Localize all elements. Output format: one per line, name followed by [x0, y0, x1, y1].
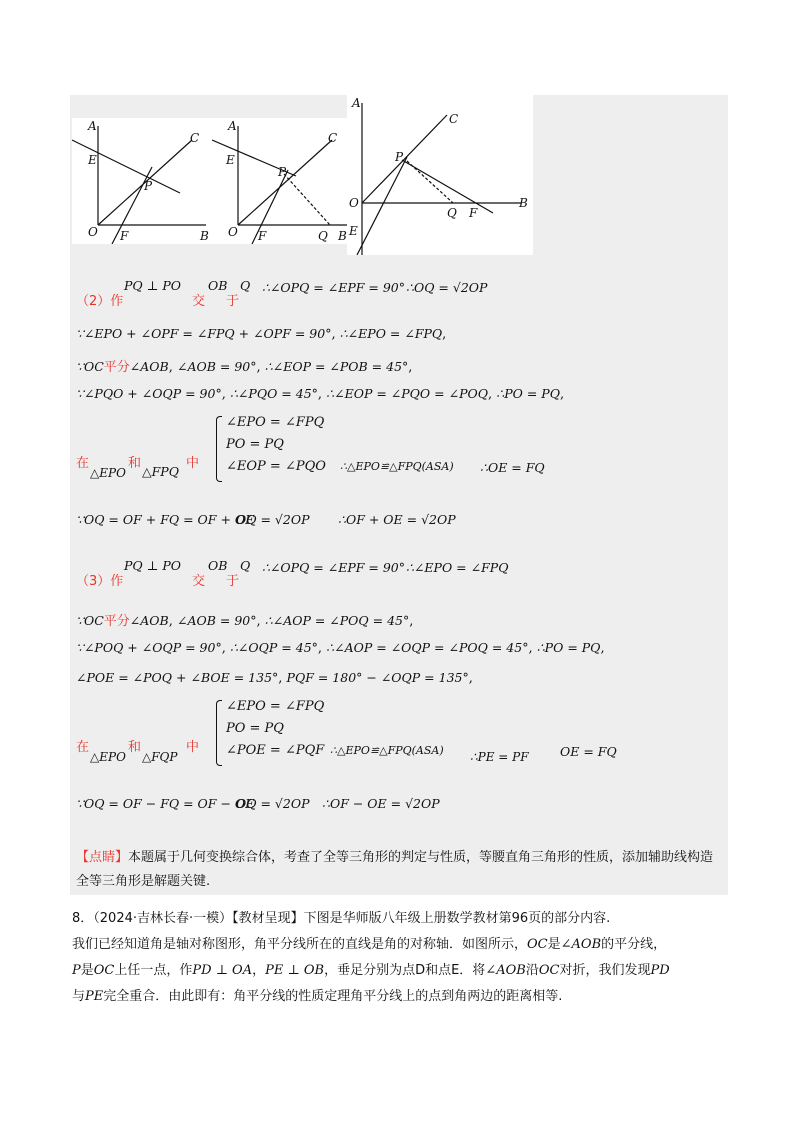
- label-c: C: [190, 131, 200, 145]
- label-e: E: [88, 153, 97, 167]
- part2-line4: ∵∠PQO + ∠OQP = 90°, ∴∠PQO = 45°, ∴∠EOP = ∠PQO = ∠POQ, ∴PO = PQ,: [76, 386, 565, 402]
- problem-8-line4: 与PE完全重合．由此即有：角平分线的性质定理角平分线上的点到角两边的距离相等.: [72, 989, 563, 1004]
- tip-paragraph: 【点睛】本题属于几何变换综合体，考查了全等三角形的判定与性质，等腰直角三角形的性质，添加辅助线构造全等三角形是解题关键.: [76, 850, 714, 889]
- problem-8-line3: P是OC上任一点，作PD ⊥ OA，PE ⊥ OB，垂足分别为点D和点E．将∠AOB沿OC对折，我们发现PD: [72, 963, 670, 978]
- part2-line2: ∵∠EPO + ∠OPF = ∠FPQ + ∠OPF = 90°, ∴∠EPO = ∠FPQ,: [76, 326, 447, 342]
- label-p: P: [395, 150, 404, 164]
- figure-3: [347, 95, 533, 255]
- part2-line3: ∵OC平分∠AOB, ∠AOB = 90°, ∴∠EOP = ∠POB = 45°,: [76, 359, 413, 375]
- label-c: C: [328, 131, 338, 145]
- label-f: F: [258, 229, 267, 243]
- part3-line4: ∠POE = ∠POQ + ∠BOE = 135°, PQF = 180° − ∠OQP = 135°,: [76, 670, 473, 686]
- label-p: P: [144, 179, 153, 193]
- label-p: P: [278, 165, 287, 179]
- label-b: B: [338, 229, 347, 243]
- label-f: F: [120, 229, 129, 243]
- problem-8-line2: 我们已经知道角是轴对称图形，角平分线所在的直线是角的对称轴．如图所示，OC是∠AOB的平分线，: [72, 937, 667, 952]
- label-q: Q: [447, 206, 457, 220]
- figure-2: [212, 118, 350, 244]
- label-o: O: [228, 225, 238, 239]
- label-b: B: [519, 196, 528, 210]
- part3-line6: ∵OQ = OF − FQ = OF − OE OQ = √2OP ∴OF − OE = √2OP: [76, 796, 440, 811]
- label-o: O: [349, 196, 359, 210]
- figure-1: [72, 118, 212, 244]
- label-a: A: [352, 96, 361, 110]
- part3-line1: （3）作 PQ ⊥ PO 交 OB 于 Q ∴∠OPQ = ∠EPF = 90° ∴∠EPO = ∠FPQ: [76, 558, 509, 589]
- label-o: O: [88, 225, 98, 239]
- part3-line3: ∵∠POQ + ∠OQP = 90°, ∴∠OQP = 45°, ∴∠AOP = ∠OQP = ∠POQ = 45°, ∴PO = PQ,: [76, 640, 605, 656]
- part2-congruence: 在 △EPO 和 △FPQ 中 ∠EPO = ∠FPQ PO = PQ ∠EOP = ∠PQO ∴△EPO≌△FPQ(ASA) ∴OE = FQ: [76, 415, 545, 480]
- label-a: A: [88, 119, 97, 133]
- problem-8-line1: 8．（2024·吉林长春·一模）【教材呈现】下图是华师版八年级上册数学教材第96页的部分内容.: [72, 911, 611, 926]
- label-e: E: [349, 224, 358, 238]
- label-q: Q: [318, 229, 328, 243]
- part2-line1: （2）作 PQ ⊥ PO 交 OB 于 Q ∴∠OPQ = ∠EPF = 90° ∴OQ = √2OP: [76, 278, 488, 309]
- label-c: C: [449, 112, 459, 126]
- label-e: E: [226, 153, 235, 167]
- label-a: A: [228, 119, 237, 133]
- label-f: F: [469, 206, 478, 220]
- part3-congruence: 在 △EPO 和 △FQP 中 ∠EPO = ∠FPQ PO = PQ ∠POE = ∠PQF ∴△EPO≌△FPQ(ASA) ∴PE = PF OE = FQ: [76, 699, 617, 764]
- part2-line6: ∵OQ = OF + FQ = OF + OE OQ = √2OP ∴OF + OE = √2OP: [76, 512, 456, 527]
- label-b: B: [200, 229, 209, 243]
- problem-8: [72, 906, 732, 1010]
- part3-line2: ∵OC平分∠AOB, ∠AOB = 90°, ∴∠AOP = ∠POQ = 45°,: [76, 613, 414, 629]
